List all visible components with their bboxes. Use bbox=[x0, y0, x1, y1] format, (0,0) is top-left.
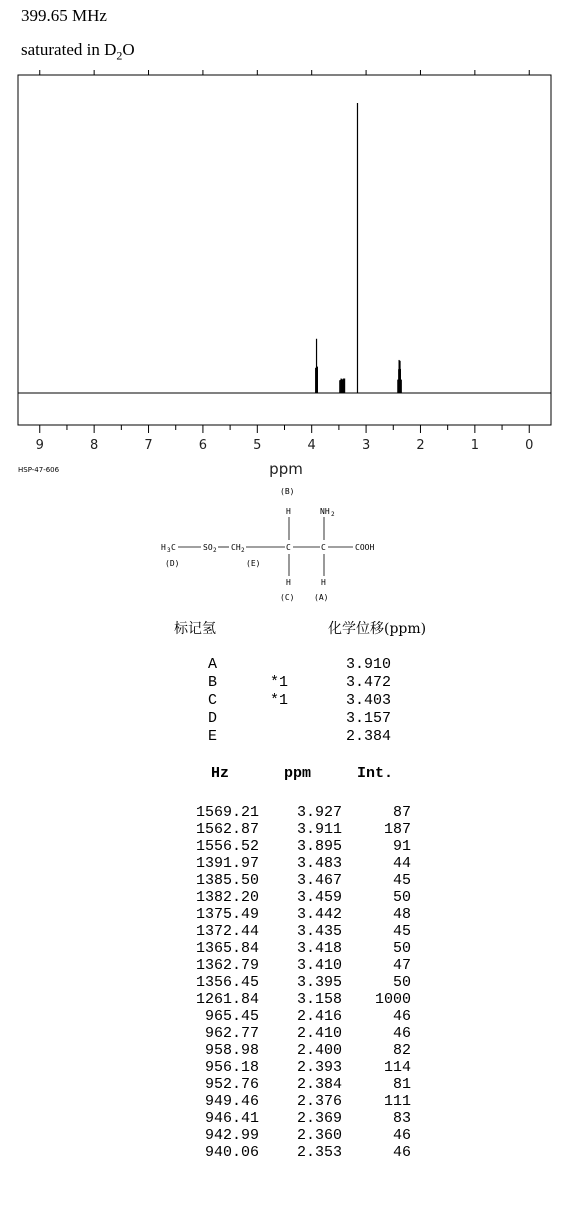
x-axis-label: ppm bbox=[269, 460, 303, 478]
assignment-note: *1 bbox=[270, 692, 289, 709]
spectrometer-frequency: 399.65 MHz bbox=[21, 6, 107, 25]
struct-ch-sub: 2 bbox=[241, 547, 245, 554]
assignment-label: A bbox=[208, 656, 218, 673]
peak-header-ppm: ppm bbox=[284, 765, 312, 782]
peak-int: 1000 bbox=[374, 991, 411, 1008]
assignment-note: *1 bbox=[270, 674, 289, 691]
assignment-header-shift: 化学位移(ppm) bbox=[328, 621, 427, 637]
x-tick-label: 7 bbox=[144, 438, 153, 453]
x-tick-label: 2 bbox=[416, 438, 425, 453]
peak-int: 47 bbox=[392, 957, 411, 974]
peak-int: 83 bbox=[392, 1110, 411, 1127]
peak-int: 46 bbox=[392, 1127, 411, 1144]
peak-hz: 958.98 bbox=[204, 1042, 259, 1059]
assignment-label: B bbox=[208, 674, 218, 691]
peak-ppm: 3.442 bbox=[296, 906, 342, 923]
peak-ppm: 2.416 bbox=[296, 1008, 342, 1025]
assignment-ppm: 3.157 bbox=[346, 710, 392, 727]
peak-ppm: 3.895 bbox=[296, 838, 342, 855]
peak-hz: 1356.45 bbox=[195, 974, 259, 991]
struct-h3-sub: 3 bbox=[167, 547, 171, 554]
x-tick-label: 1 bbox=[470, 438, 479, 453]
x-tick-label: 6 bbox=[198, 438, 208, 453]
peak-hz: 1372.44 bbox=[195, 923, 259, 940]
peak-int: 46 bbox=[392, 1008, 411, 1025]
struct-nh: NH bbox=[320, 507, 330, 516]
struct-c-beta: C bbox=[286, 543, 291, 552]
peak-int: 91 bbox=[392, 838, 411, 855]
peak-hz: 962.77 bbox=[204, 1025, 259, 1042]
peak-int: 87 bbox=[392, 804, 411, 821]
struct-h3: H bbox=[161, 543, 166, 552]
struct-h-bottom-2: H bbox=[321, 578, 326, 587]
peak-int: 50 bbox=[392, 889, 411, 906]
peak-int: 46 bbox=[392, 1144, 411, 1161]
struct-so-sub: 2 bbox=[213, 547, 217, 554]
peak-int: 81 bbox=[392, 1076, 411, 1093]
peak-int: 46 bbox=[392, 1025, 411, 1042]
peak-hz: 1391.97 bbox=[195, 855, 259, 872]
x-tick-label: 0 bbox=[525, 438, 534, 453]
peak-ppm: 3.418 bbox=[296, 940, 342, 957]
peak-hz: 1556.52 bbox=[195, 838, 259, 855]
struct-so: SO bbox=[203, 543, 213, 552]
peak-hz: 940.06 bbox=[204, 1144, 259, 1161]
peak-hz: 1562.87 bbox=[195, 821, 259, 838]
x-tick-label: 3 bbox=[361, 438, 371, 453]
peak-int: 50 bbox=[392, 974, 411, 991]
peak-ppm: 3.483 bbox=[296, 855, 342, 872]
spectrum-code: HSP-47-606 bbox=[18, 466, 60, 474]
peak-header-int: Int. bbox=[357, 765, 394, 782]
peak-int: 82 bbox=[392, 1042, 411, 1059]
peak-hz: 942.99 bbox=[204, 1127, 259, 1144]
x-tick-label: 9 bbox=[35, 438, 44, 453]
peak-ppm: 2.400 bbox=[296, 1042, 342, 1059]
peak-int: 111 bbox=[383, 1093, 411, 1110]
peak-ppm: 2.384 bbox=[296, 1076, 342, 1093]
peak-ppm: 2.376 bbox=[296, 1093, 342, 1110]
solvent-subscript: 2 bbox=[116, 48, 123, 63]
peak-ppm: 3.911 bbox=[296, 821, 342, 838]
struct-label-c: (C) bbox=[280, 593, 295, 602]
molecule-structure bbox=[150, 484, 400, 606]
struct-c-alpha: C bbox=[321, 543, 326, 552]
peak-int: 48 bbox=[392, 906, 411, 923]
peak-ppm: 2.393 bbox=[296, 1059, 342, 1076]
peak-ppm: 3.467 bbox=[296, 872, 342, 889]
peak-int: 45 bbox=[392, 923, 411, 940]
struct-c-methyl: C bbox=[171, 543, 176, 552]
assignment-label: C bbox=[208, 692, 218, 709]
peak-hz: 952.76 bbox=[204, 1076, 259, 1093]
struct-h-bottom-1: H bbox=[286, 578, 291, 587]
peak-hz: 1375.49 bbox=[195, 906, 259, 923]
solvent-prefix: saturated in D bbox=[21, 40, 117, 59]
solvent-suffix: O bbox=[122, 40, 135, 59]
struct-cooh: COOH bbox=[355, 543, 375, 552]
peak-ppm: 3.395 bbox=[296, 974, 342, 991]
peak-hz: 1365.84 bbox=[195, 940, 259, 957]
struct-label-a: (A) bbox=[314, 593, 329, 602]
peak-hz: 946.41 bbox=[204, 1110, 259, 1127]
assignment-ppm: 3.472 bbox=[346, 674, 392, 691]
peak-hz: 949.46 bbox=[204, 1093, 259, 1110]
struct-ch: CH bbox=[231, 543, 241, 552]
spectrum-peaks bbox=[316, 103, 402, 393]
peak-int: 45 bbox=[392, 872, 411, 889]
assignment-ppm: 2.384 bbox=[346, 728, 392, 745]
assignment-label: D bbox=[208, 710, 218, 727]
assignment-ppm: 3.910 bbox=[346, 656, 392, 673]
assignment-label: E bbox=[208, 728, 218, 745]
peak-header-hz: Hz bbox=[211, 765, 230, 782]
peak-ppm: 3.927 bbox=[296, 804, 342, 821]
peak-hz: 1362.79 bbox=[195, 957, 259, 974]
peak-ppm: 3.435 bbox=[296, 923, 342, 940]
peak-ppm: 2.369 bbox=[296, 1110, 342, 1127]
x-tick-label: 4 bbox=[307, 438, 316, 453]
peak-ppm: 2.353 bbox=[296, 1144, 342, 1161]
peak-hz: 956.18 bbox=[204, 1059, 259, 1076]
peak-ppm: 3.158 bbox=[296, 991, 342, 1008]
nmr-spectrum-chart bbox=[0, 0, 570, 482]
peak-hz: 965.45 bbox=[204, 1008, 259, 1025]
peak-hz: 1569.21 bbox=[195, 804, 259, 821]
peak-hz: 1382.20 bbox=[195, 889, 259, 906]
peak-int: 187 bbox=[383, 821, 411, 838]
struct-label-d: (D) bbox=[165, 559, 180, 568]
plot-frame bbox=[18, 75, 551, 425]
struct-label-e: (E) bbox=[246, 559, 261, 568]
peak-hz: 1261.84 bbox=[195, 991, 259, 1008]
struct-h-top: H bbox=[286, 507, 291, 516]
assignment-header-label: 标记氢 bbox=[174, 621, 216, 637]
peak-hz: 1385.50 bbox=[195, 872, 259, 889]
struct-nh-sub: 2 bbox=[331, 511, 335, 518]
peak-ppm: 2.410 bbox=[296, 1025, 342, 1042]
x-tick-label: 8 bbox=[90, 438, 99, 453]
x-tick-label: 5 bbox=[253, 438, 262, 453]
peak-ppm: 2.360 bbox=[296, 1127, 342, 1144]
peak-ppm: 3.459 bbox=[296, 889, 342, 906]
peak-ppm: 3.410 bbox=[296, 957, 342, 974]
struct-label-b: (B) bbox=[280, 487, 295, 496]
x-axis-ticks bbox=[36, 70, 534, 453]
peak-int: 50 bbox=[392, 940, 411, 957]
peak-int: 44 bbox=[392, 855, 411, 872]
peak-int: 114 bbox=[383, 1059, 411, 1076]
assignment-ppm: 3.403 bbox=[346, 692, 392, 709]
